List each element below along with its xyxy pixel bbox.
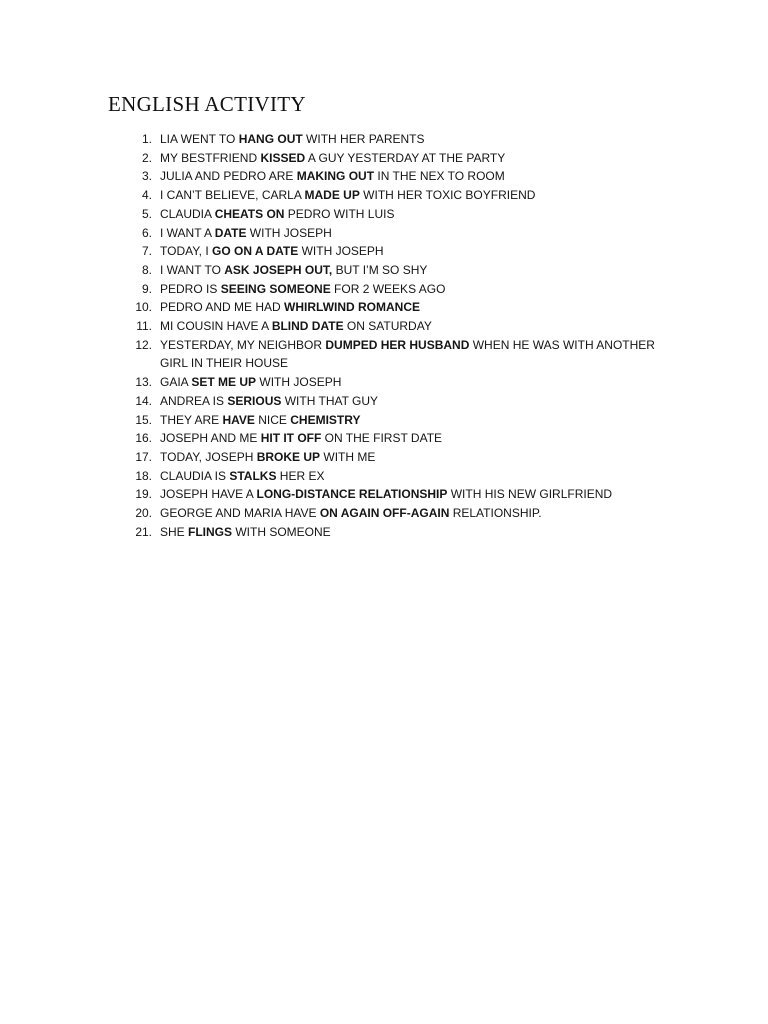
- item-text: [160, 280, 680, 299]
- item-text: [160, 523, 680, 542]
- item-text: [160, 411, 680, 430]
- highlighted-phrase: ON AGAIN OFF-AGAIN: [319, 506, 450, 521]
- highlighted-phrase: CHEMISTRY: [290, 412, 361, 427]
- list-item: [108, 336, 708, 373]
- sentence-fragment: GEORGE AND MARIA HAVE: [160, 506, 320, 521]
- item-text: [160, 261, 680, 280]
- highlighted-phrase: DATE: [214, 225, 247, 240]
- item-text: [160, 429, 680, 448]
- item-number: 3.: [141, 169, 152, 184]
- item-number: 6.: [141, 225, 152, 240]
- sentence-fragment: WITH THAT GUY: [281, 393, 379, 408]
- list-item: [108, 448, 708, 467]
- item-number: 19.: [135, 487, 152, 502]
- list-item: [108, 411, 708, 430]
- sentence-fragment: JOSEPH HAVE A: [160, 487, 257, 502]
- highlighted-phrase: GO ON A DATE: [212, 244, 299, 259]
- list-item: [108, 261, 708, 280]
- sentence-fragment: TODAY, JOSEPH: [160, 449, 257, 464]
- sentence-fragment: RELATIONSHIP.: [449, 506, 542, 521]
- item-number: 15.: [135, 412, 152, 427]
- sentence-fragment: FOR 2 WEEKS AGO: [330, 281, 446, 296]
- item-number: 4.: [141, 188, 152, 203]
- sentence-fragment: LIA WENT TO: [160, 132, 239, 146]
- item-text: [160, 186, 680, 205]
- item-text: [160, 448, 680, 467]
- list-item: [108, 130, 708, 149]
- item-text: [160, 149, 680, 168]
- item-number: 9.: [141, 281, 152, 296]
- highlighted-phrase: BROKE UP: [256, 449, 321, 464]
- sentence-fragment: I WANT A: [160, 225, 215, 240]
- item-number: 8.: [141, 262, 152, 277]
- item-number: 14.: [135, 393, 152, 408]
- list-item: [108, 224, 708, 243]
- item-text: [160, 336, 680, 373]
- item-text: [160, 298, 680, 317]
- item-number: 13.: [135, 375, 152, 390]
- item-number: 11.: [136, 319, 152, 334]
- list-item: [108, 467, 708, 486]
- sentence-fragment: ON SATURDAY: [343, 319, 432, 334]
- sentence-fragment: ON THE FIRST DATE: [321, 431, 443, 446]
- list-item: [108, 392, 708, 411]
- list-item: [108, 280, 708, 299]
- item-text: [160, 130, 680, 149]
- highlighted-phrase: HANG OUT: [238, 132, 303, 146]
- item-text: [160, 242, 680, 261]
- highlighted-phrase: HIT IT OFF: [260, 431, 322, 446]
- highlighted-phrase: MAKING OUT: [296, 169, 375, 184]
- sentence-fragment: WHEN HE WAS WITH ANOTHER GIRL IN THEIR HOUSE: [160, 337, 659, 371]
- item-text: [160, 373, 680, 392]
- sentence-fragment: PEDRO IS: [160, 281, 221, 296]
- item-number: 21.: [135, 524, 152, 539]
- item-number: 7.: [141, 244, 152, 259]
- item-text: [160, 205, 680, 224]
- list-item: [108, 298, 708, 317]
- highlighted-phrase: DUMPED HER HUSBAND: [325, 337, 470, 352]
- sentence-fragment: WITH HER PARENTS: [302, 132, 425, 146]
- item-number: 17.: [135, 449, 152, 464]
- sentence-fragment: BUT I’M SO SHY: [332, 262, 428, 277]
- sentence-fragment: WITH JOSEPH: [256, 375, 342, 390]
- sentence-fragment: TODAY, I: [160, 244, 213, 259]
- highlighted-phrase: CHEATS ON: [214, 206, 285, 221]
- sentence-fragment: SHE: [160, 524, 189, 539]
- item-text: [160, 467, 680, 486]
- sentence-fragment: WITH HIS NEW GIRLFRIEND: [447, 487, 613, 502]
- sentence-fragment: A GUY YESTERDAY AT THE PARTY: [305, 150, 506, 165]
- activity-list: [108, 130, 708, 541]
- list-item: [108, 504, 708, 523]
- item-number: 18.: [135, 468, 152, 483]
- list-item: [108, 205, 708, 224]
- sentence-fragment: WITH HER TOXIC BOYFRIEND: [359, 188, 536, 203]
- item-text: [160, 485, 680, 504]
- item-number: 2.: [141, 150, 152, 165]
- highlighted-phrase: SERIOUS: [227, 393, 282, 408]
- sentence-fragment: JOSEPH AND ME: [160, 431, 261, 446]
- list-item: [108, 429, 708, 448]
- item-text: [160, 224, 680, 243]
- list-item: [108, 167, 708, 186]
- list-item: [108, 523, 708, 542]
- highlighted-phrase: SET ME UP: [191, 375, 257, 390]
- sentence-fragment: I WANT TO: [160, 262, 225, 277]
- item-number: 1.: [141, 132, 152, 146]
- sentence-fragment: PEDRO AND ME HAD: [160, 300, 285, 315]
- sentence-fragment: PEDRO WITH LUIS: [284, 206, 395, 221]
- sentence-fragment: ANDREA IS: [160, 393, 228, 408]
- sentence-fragment: THEY ARE: [160, 412, 223, 427]
- sentence-fragment: WITH SOMEONE: [232, 524, 331, 539]
- document-title: ENGLISH ACTIVITY: [108, 92, 306, 116]
- sentence-fragment: GAIA: [160, 375, 192, 390]
- list-item: [108, 317, 708, 336]
- sentence-fragment: CLAUDIA: [160, 206, 215, 221]
- list-item: [108, 186, 708, 205]
- highlighted-phrase: LONG-DISTANCE RELATIONSHIP: [256, 487, 448, 502]
- highlighted-phrase: SEEING SOMEONE: [220, 281, 331, 296]
- item-text: [160, 392, 680, 411]
- sentence-fragment: IN THE NEX TO ROOM: [374, 169, 505, 184]
- sentence-fragment: JULIA AND PEDRO ARE: [160, 169, 297, 184]
- list-item: [108, 149, 708, 168]
- highlighted-phrase: STALKS: [229, 468, 277, 483]
- item-text: [160, 504, 680, 523]
- sentence-fragment: CLAUDIA IS: [160, 468, 230, 483]
- item-text: [160, 317, 680, 336]
- sentence-fragment: WITH JOSEPH: [298, 244, 384, 259]
- item-number: 12.: [135, 337, 152, 352]
- list-item: [108, 242, 708, 261]
- sentence-fragment: I CAN’T BELIEVE, CARLA: [160, 188, 305, 203]
- sentence-fragment: HER EX: [276, 468, 325, 483]
- sentence-fragment: MI COUSIN HAVE A: [160, 319, 272, 334]
- sentence-fragment: MY BESTFRIEND: [160, 150, 261, 165]
- item-text: [160, 167, 680, 186]
- list-item: [108, 485, 708, 504]
- sentence-fragment: NICE: [254, 412, 291, 427]
- highlighted-phrase: WHIRLWIND ROMANCE: [284, 300, 421, 315]
- highlighted-phrase: ASK JOSEPH OUT,: [224, 262, 333, 277]
- highlighted-phrase: MADE UP: [304, 188, 360, 203]
- item-number: 10.: [135, 300, 152, 315]
- highlighted-phrase: KISSED: [260, 150, 306, 165]
- item-number: 20.: [135, 506, 152, 521]
- item-number: 5.: [141, 206, 152, 221]
- item-number: 16.: [135, 431, 152, 446]
- sentence-fragment: WITH JOSEPH: [246, 225, 332, 240]
- highlighted-phrase: HAVE: [222, 412, 255, 427]
- highlighted-phrase: BLIND DATE: [271, 319, 344, 334]
- list-item: [108, 373, 708, 392]
- sentence-fragment: YESTERDAY, MY NEIGHBOR: [160, 337, 326, 352]
- sentence-fragment: WITH ME: [320, 449, 376, 464]
- highlighted-phrase: FLINGS: [188, 524, 233, 539]
